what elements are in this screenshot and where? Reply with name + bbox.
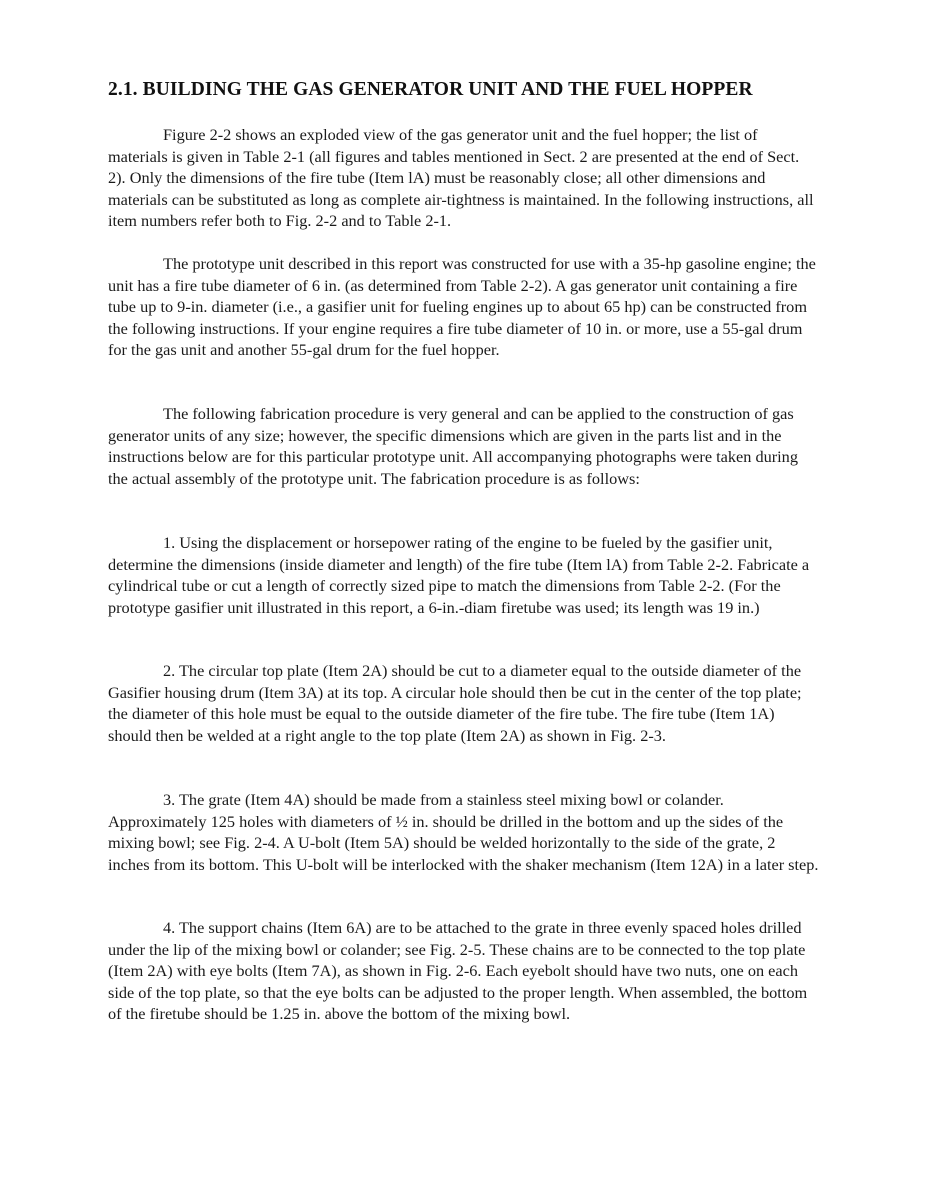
paragraph-step-1: 1. Using the displacement or horsepower rating of the engine to be fueled by the gasifier unit, determine the dimensions (inside diameter and length) of the fire tube (Item lA) from Table 2-2. Fabricate a cylindrical tube or cut a length of correctly sized pipe to match the dimensions from Table 2-2. (For the prototype gasifier unit illustrated in this report, a 6-in.-diam firetube was used; its length was 19 in.)	[108, 533, 810, 617]
paragraph-intro: Figure 2-2 shows an exploded view of the gas generator unit and the fuel hopper; the list of materials is given in Table 2-1 (all figures and tables mentioned in Sect. 2 are presented at the end of Sect. 2). Only the dimensions of the fire tube (Item lA) must be reasonably close; all other dimensions and materials can be substituted as long as complete air-tightness is maintained. In the following instructions, all item numbers refer both to Fig. 2-2 and to Table 2-1.	[108, 125, 814, 230]
section-heading: 2.1. BUILDING THE GAS GENERATOR UNIT AND THE FUEL HOPPER	[108, 79, 753, 100]
paragraph-step-4: 4. The support chains (Item 6A) are to be attached to the grate in three evenly spaced holes drilled under the lip of the mixing bowl or colander; see Fig. 2-5. These chains are to be connected to the top plate (Item 2A) with eye bolts (Item 7A), as shown in Fig. 2-6. Each eyebolt should have two nuts, one on each side of the top plate, so that the eye bolts can be adjusted to the proper length. When assembled, the bottom of the firetube should be 1.25 in. above the bottom of the mixing bowl.	[108, 918, 808, 1023]
paragraph-step-3: 3. The grate (Item 4A) should be made from a stainless steel mixing bowl or colander. Approximately 125 holes with diameters of ½ in. should be drilled in the bottom and up the sides of the mixing bowl; see Fig. 2-4. A U-bolt (Item 5A) should be welded horizontally to the side of the grate, 2 inches from its bottom. This U-bolt will be interlocked with the shaker mechanism (Item 12A) in a later step.	[108, 790, 819, 874]
paragraph-procedure: The following fabrication procedure is very general and can be applied to the construction of gas generator units of any size; however, the specific dimensions which are given in the parts list and in the instructions below are for this particular prototype unit. All accompanying photographs were taken during the actual assembly of the prototype unit. The fabrication procedure is as follows:	[108, 404, 798, 488]
paragraph-step-2: 2. The circular top plate (Item 2A) should be cut to a diameter equal to the outside diameter of the Gasifier housing drum (Item 3A) at its top. A circular hole should then be cut in the center of the top plate; the diameter of this hole must be equal to the outside diameter of the fire tube. The fire tube (Item 1A) should then be welded at a right angle to the top plate (Item 2A) as shown in Fig. 2-3.	[108, 661, 802, 745]
paragraph-prototype: The prototype unit described in this report was constructed for use with a 35-hp gasoline engine; the unit has a fire tube diameter of 6 in. (as determined from Table 2-2). A gas generator unit containing a fire tube up to 9-in. diameter (i.e., a gasifier unit for fueling engines up to about 65 hp) can be constructed from the following instructions. If your engine requires a fire tube diameter of 10 in. or more, use a 55-gal drum for the gas unit and another 55-gal drum for the fuel hopper.	[108, 254, 816, 359]
